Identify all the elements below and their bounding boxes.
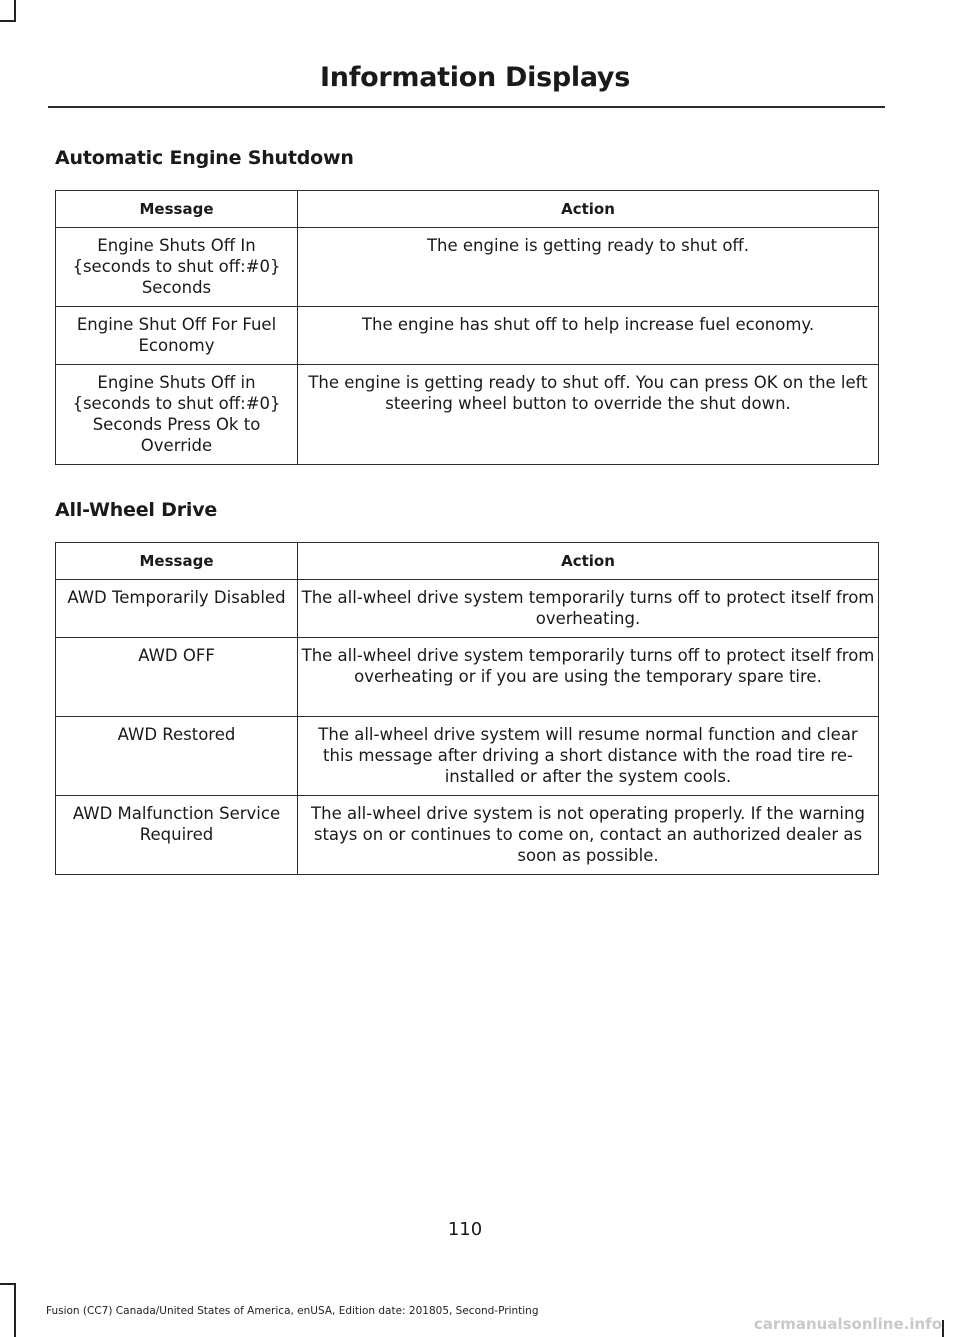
table-row <box>56 717 879 796</box>
table-header-row <box>56 191 879 228</box>
table-automatic-engine-shutdown <box>55 190 879 465</box>
action-cell: The all-wheel drive system temporarily turns off to protect itself from overheating or if you are using the temporary spare tire. <box>298 638 879 717</box>
message-cell: AWD Malfunction Service Required <box>56 796 298 875</box>
crop-mark-bottom-left-vertical <box>14 1283 16 1337</box>
table-header-row <box>56 543 879 580</box>
message-cell: Engine Shuts Off In {seconds to shut off:#0} Seconds <box>56 228 298 307</box>
column-header-message: Message <box>56 543 298 580</box>
action-cell: The all-wheel drive system is not operating properly. If the warning stays on or continues to come on, contact an authorized dealer as soon as possible. <box>298 796 879 875</box>
edition-footer: Fusion (CC7) Canada/United States of America, enUSA, Edition date: 201805, Second-Printing <box>46 1305 539 1317</box>
table-row <box>56 638 879 717</box>
section-heading-all-wheel-drive: All-Wheel Drive <box>55 499 218 521</box>
message-cell: AWD Temporarily Disabled <box>56 580 298 638</box>
message-cell: Engine Shuts Off in {seconds to shut off:#0} Seconds Press Ok to Override <box>56 365 298 465</box>
table-row <box>56 580 879 638</box>
column-header-action: Action <box>298 191 879 228</box>
column-header-action: Action <box>298 543 879 580</box>
crop-mark-bottom-left-horizontal <box>0 1283 16 1285</box>
table-row <box>56 796 879 875</box>
action-cell: The engine has shut off to help increase fuel economy. <box>298 307 879 365</box>
action-cell: The all-wheel drive system temporarily turns off to protect itself from overheating. <box>298 580 879 638</box>
crop-mark-top-left-vertical <box>14 0 16 22</box>
column-header-message: Message <box>56 191 298 228</box>
table-row <box>56 365 879 465</box>
action-cell: The engine is getting ready to shut off. You can press OK on the left steering wheel button to override the shut down. <box>298 365 879 465</box>
crop-mark-bottom-right-vertical <box>942 1320 944 1337</box>
page-title: Information Displays <box>320 62 630 93</box>
table-all-wheel-drive <box>55 542 879 875</box>
page-number: 110 <box>447 1219 483 1240</box>
action-cell: The engine is getting ready to shut off. <box>298 228 879 307</box>
crop-mark-top-left-horizontal <box>0 20 16 22</box>
table-row <box>56 228 879 307</box>
message-cell: AWD Restored <box>56 717 298 796</box>
message-cell: Engine Shut Off For Fuel Economy <box>56 307 298 365</box>
message-cell: AWD OFF <box>56 638 298 717</box>
action-cell: The all-wheel drive system will resume normal function and clear this message after driving a short distance with the road tire re-installed or after the system cools. <box>298 717 879 796</box>
page-header <box>48 58 885 108</box>
table-row <box>56 307 879 365</box>
watermark: carmanualsonline.info <box>753 1315 942 1333</box>
section-heading-automatic-engine-shutdown: Automatic Engine Shutdown <box>55 147 354 169</box>
